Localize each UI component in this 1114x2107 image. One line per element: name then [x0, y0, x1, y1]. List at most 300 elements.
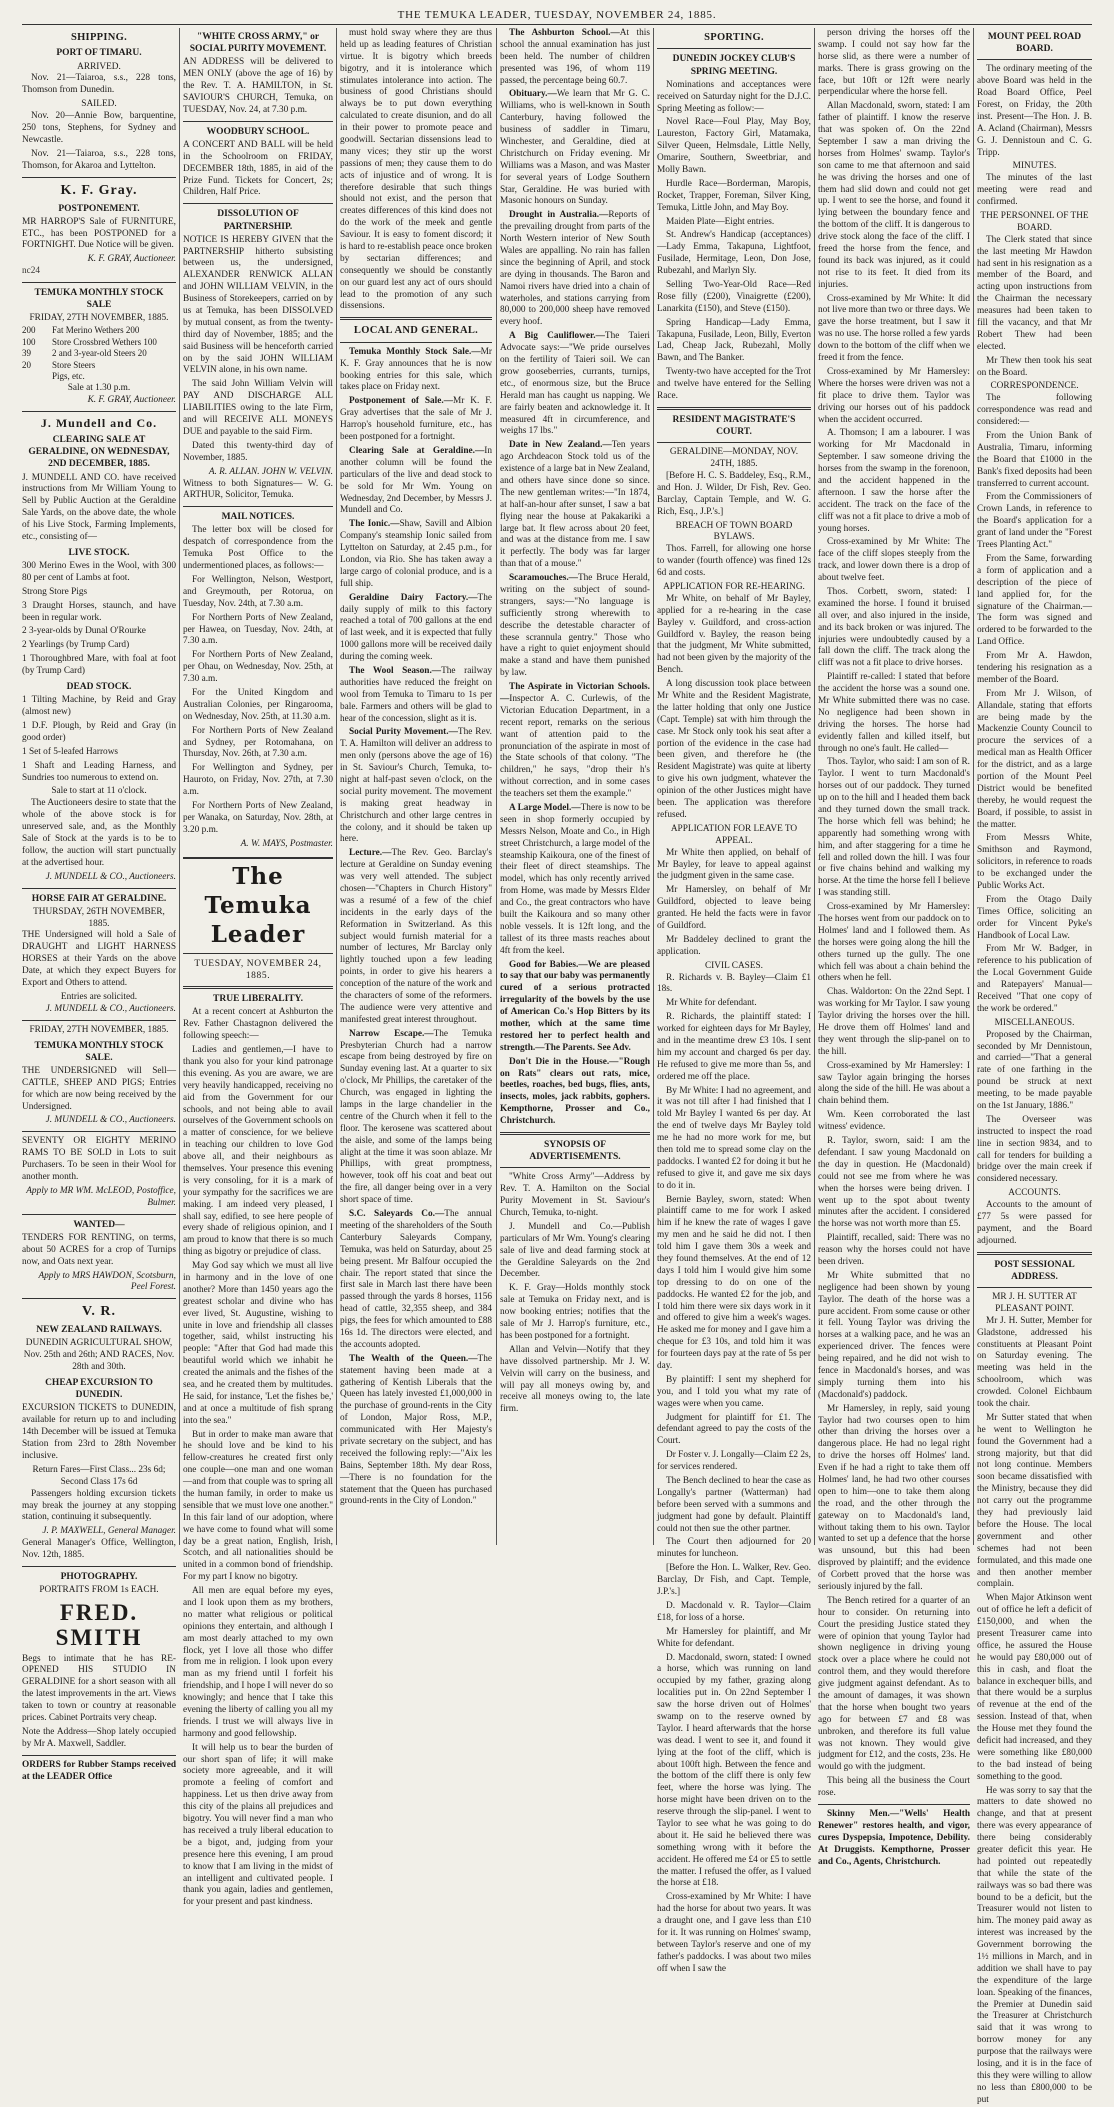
advert-item: Good for Babies.—We are pleased to say that our baby was permanently cured of a serious protracted irregularity of the bowels by the use of American Co.'s Hop Bitters by its mother, which at the same time restored her to perfect health and strength.—The Parents. See Adv.: [500, 959, 650, 1053]
clearing-sale-body: J. MUNDELL AND CO. have received instructions from Mr William Young to Sell by Public Auction at the Geraldine Sale Yards, on the above date, the whole of his Live Stock, Farming Implements, etc., consisting of—: [22, 472, 176, 542]
divider: [977, 1252, 1092, 1255]
divider: [22, 411, 176, 412]
advert-item: Skinny Men.—"Wells' Health Renewer" restores health, and vigor, cures Dyspepsia, Impotence, Debility. At Druggists. Kempthorne, Prosser and Co., Agents, Christchurch.: [818, 1809, 970, 1867]
harrop-notice: MR HARROP'S Sale of FURNITURE, ETC., has been POSTPONED for a FORTNIGHT. Due Notice will be given.: [22, 216, 176, 251]
auctioneer-signature: K. F. GRAY, Auctioneer.: [87, 394, 176, 405]
article-paragraph: Novel Race—Foul Play, May Boy, Laureston, Factory Girl, Matamaka, Silver Queen, Helmsdale, Little Nelly, Omarire, Southern, Sweetbriar, and Molly Bawn.: [657, 117, 811, 175]
divider: [657, 442, 811, 443]
item-lead: The Wealth of the Queen.—: [349, 1353, 478, 1364]
news-item: [340, 666, 492, 725]
divider: [183, 506, 333, 507]
column-6: [818, 28, 970, 1867]
news-item: [340, 347, 492, 395]
horse-fair-heading: HORSE FAIR AT GERALDINE.: [31, 893, 167, 904]
article-paragraph: Wm. Keen corroborated the last witness' evidence.: [818, 1110, 970, 1133]
sporting-heading: SPORTING.: [704, 32, 764, 43]
advert-item: Don't Die in the House.—"Rough on Rats" clears out rats, mice, beetles, roaches, bed bugs, flies, ants, insects, moles, jack rabbits, gophers. Kempthorne, Prosser and Co., Christchurch.: [500, 1056, 650, 1127]
article-paragraph: Mr White submitted that no negligence had been shown by young Taylor. The death of the horse was a pure accident. From some cause or other it fell. Young Taylor was driving the horses at a walking pace, and he was an experienced driver. The fences were being repaired, and he did not wish to fence in Macdonald's horses, and was simply turning them into his (Macdonald's) paddock.: [818, 1270, 970, 1400]
news-item: [340, 519, 492, 590]
article-paragraph: Plaintiff re-called: I stated that before the accident the horse was a sound one. Mr White submitted there was no case. No negligence had been shown in driving the horses. The horse had evidently fallen and killed itself, but through no one's fault. He called—: [818, 672, 970, 754]
article-paragraph: Mr White then applied, on behalf of Mr Bayley, for leave to appeal against the judgment given in the same case.: [657, 847, 811, 882]
article-paragraph: Mr Sutter stated that when he went to Wellington he found the Government had a strong majority, but that did not long continue. Members soon became dissatisfied with the Ministry, because they did not carry out the programme they had previously laid before the House. The local government and other schemes had not been formulated, and this made one and then another member complain.: [977, 1412, 1092, 1590]
divider: [818, 1804, 970, 1805]
item-text: There is now to be seen in shop formerly occupied by Messrs Nelson, Moate and Co., in High street Christchurch, a large model of the steamship Kaikoura, one of the finest of their fleet of direct steamships. The model, which has only recently arrived from Home, was made by Messrs Elder and Co., the great contractors who have built the Kaikoura and so many other noble vessels. It is 12ft long, and the tallest of its three masts reaches about 4ft from the keel.: [500, 803, 650, 956]
article-paragraph: A. Thomson; I am a labourer. I was working for Mr Macdonald in September. I saw someone driving the horses from the swamp in the forenoon, and the accident happened in the afternoon. I saw the horse after the accident. The track on the face of the cliff was not a fit place to drive a mob of young horses.: [818, 428, 970, 534]
column-rule: [973, 28, 974, 1545]
fares: Return Fares—First Class... 23s 6d; Second Class 17s 6d: [32, 1464, 166, 1487]
news-item: [500, 28, 650, 87]
mail-entry: For Wellington, Nelson, Westport, and Greymouth, per Rotorua, on Tuesday, Nov. 24th, at 7.30 a.m.: [183, 575, 333, 609]
item-lead: The Ashburton School.—: [509, 28, 620, 38]
news-item: [340, 1209, 492, 1352]
synopsis-item: J. Mundell and Co.—Publish particulars of Mr Wm. Young's clearing sale of live and dead farming stock at the Geraldine Saleyards on the 2nd December.: [500, 1221, 650, 1280]
wanted-contact: Apply to MRS HAWDON, Scotsburn, Peel Forest.: [38, 1270, 176, 1293]
article-paragraph: Cross-examined by Mr Hamersley: Where the horses were driven was not a fit place to drive them. Taylor was driving our horses out of his paddock when the accident occurred.: [818, 366, 970, 425]
item-text: Store Crossbred Wethers 100: [52, 336, 157, 347]
divider: [22, 1566, 176, 1567]
editorial-paragraph: All men are equal before my eyes, and I look upon them as my brothers, no matter what religious or political opinions they entertain, and although I am most dearly attached to my own flock, yet I love all those who differ from me in religion. I look upon every man as my friend until I forfeit his friendship, and I hope I will never do so knowingly; and hence that I take this evening the liberty of calling you all my friends. I trust we will always live in harmony and good fellowship.: [183, 1586, 333, 1739]
show-dates: DUNEDIN AGRICULTURAL SHOW, Nov. 25th and 26th; AND RACES, Nov. 28th and 30th.: [23, 1338, 175, 1373]
subheading: BREACH OF TOWN BOARD BYLAWS.: [675, 520, 793, 543]
stock-line: 2 3-year-olds by Dunal O'Rourke: [22, 626, 146, 637]
stock-sale-heading: TEMUKA MONTHLY STOCK SALE: [34, 288, 164, 311]
item-lead: Lecture.—: [349, 848, 392, 859]
column-2: [183, 28, 334, 1908]
advertiser-heading: K. F. Gray.: [60, 182, 138, 198]
news-item: [340, 396, 492, 444]
article-paragraph: From the Same, forwarding a form of application and a description of the piece of land applied for, for the signature of the Chairman.—The form was signed and ordered to be forwarded to the Land Office.: [977, 553, 1092, 648]
item-text: [22, 371, 52, 383]
army-body: AN ADDRESS will be delivered to MEN ONLY (above the age of 16) by the Rev. T. A. HAMILTON, in St. SAVIOUR'S CHURCH, Temuka, on TUESDAY, Nov. 24, at 7.30 p.m.: [183, 57, 333, 115]
item-lead: Drought in Australia.—: [509, 210, 609, 221]
mail-entry: For Wellington and Sydney, per Hauroto, on Friday, Nov. 27th, at 7.30 a.m.: [183, 763, 333, 798]
article-paragraph: Plaintiff, recalled, said: There was no reason why the horses could not have been driven.: [818, 1233, 970, 1267]
item-text: The Rev. T. A. Hamilton will deliver an address to men only (persons above the age of 16) in St. Saviour's Church, Temuka, to-night at half-past seven o'clock, on the social purity movement. The movement is making great headway in Christchurch and other large centres in the colony, and it should be taken up here.: [340, 727, 492, 845]
item-text: The Taieri Advocate says:—"We pride ourselves on the fertility of Taieri soil. We can grow gooseberries, currants, turnips, etc., of enormous size, but the Bruce Herald man has caught us napping. We are fairly beaten and acknowledge it. It measured 4ft in circumference, and weighs 17 lbs.": [500, 331, 651, 437]
divider: [340, 317, 492, 320]
article-paragraph: Mr White, on behalf of Mr Bayley, applied for a re-hearing in the case Bayley v. Guildford, and cross-action Guildford v. Bayley, the reason being that the judgment, Mr White submitted, had not been given by the majority of the Bench.: [657, 593, 811, 676]
item-text: Mr K. F. Gray advertises that the sale of Mr J. Harrop's household furniture, etc., has been postponed for a fortnight.: [340, 396, 492, 443]
divider: [22, 1755, 176, 1756]
mail-intro: The letter box will be closed for despatch of correspondence from the Temuka Post Office to the undermentioned places, as follows:—: [183, 525, 333, 572]
local-news-heading: LOCAL AND GENERAL.: [353, 325, 479, 337]
stock-line: [22, 371, 176, 383]
dissolution-body: The said John William Velvin will PAY AND DISCHARGE ALL LIABILITIES owing to the late Firm, and will RECEIVE ALL MONEYS DUE and payable to the said Firm.: [183, 379, 333, 437]
stock-line: Strong Store Pigs: [22, 586, 88, 597]
divider: [977, 59, 1092, 60]
divider: [183, 986, 333, 989]
portraits-line: PORTRAITS FROM 1s EACH.: [39, 1585, 159, 1596]
divider: [22, 1131, 176, 1132]
item-text: At this school the annual examination has just been held. The number of children presented was 196, of whom 119 passed, the percentage being 60.7.: [500, 28, 650, 86]
auctioneer-signature: J. MUNDELL & CO., Auctioneers.: [45, 1003, 176, 1014]
article-paragraph: Mr Hamersley for plaintiff, and Mr White for defendant.: [657, 1626, 811, 1649]
article-paragraph: D. Macdonald, sworn, stated: I owned a horse, which was running on land occupied by my father, grazing along localities put in. On 22nd September I saw the horse driven out of Holmes' swamp on to the reserve owned by Taylor. I heard afterwards that the horse was dead. I went to see it, and found it lying at the foot of the cliff, which is about 100ft high. Between the fence and the bottom of the cliff there is only few feet, where the horse was lying. The horse might have been driven on to the reserve through the slip-panel. I went to Taylor to see what he was going to do about it. He said he believed there was something wrong with it before the accident. He offered me £4 or £5 to settle the matter. I refused the offer, as I valued the horse at £18.: [657, 1652, 811, 1889]
article-paragraph: Thos. Taylor, who said: I am son of R. Taylor. I went to turn Macdonald's horses out of our paddock. They turned up on to the hill and I headed them back and they turned down the small track. The horse which fell was behind; he apparently had something wrong with him, and after staggering for a time he fell and rolled down the hill. I was four or five chains behind and walking my horse. At the time the horse fell I believe I was standing still.: [818, 757, 970, 899]
item-lead: S.C. Saleyards Co.—: [349, 1209, 445, 1220]
news-item: [500, 440, 650, 571]
item-text: 200: [22, 325, 36, 336]
item-text: 2 and 3-year-old Steers 20: [52, 348, 147, 359]
item-lead: Scaramouches.—: [509, 573, 578, 584]
item-text: Inspector A. C. Curlewis, of the Victorian Education Department, in a recent report, remarks on the serious want of attention paid to the pronunciation of the aspirate in most of the State schools of that colony. "The children," he says, "drop their h's without correction, and in some cases the teachers set them the example.": [500, 693, 650, 800]
news-item: [500, 682, 650, 801]
horse-fair-body: THE Undersigned will hold a Sale of DRAUGHT and LIGHT HARNESS HORSES at their Yards on the above Date, at which they expect Buyers for Export and Others to attend.: [22, 930, 176, 989]
mail-entry: For Northern Ports of New Zealand, per Wanaka, on Saturday, Nov. 28th, at 3.20 p.m.: [183, 801, 333, 835]
manager-signature: J. P. MAXWELL, General Manager.: [42, 1526, 176, 1537]
article-paragraph: From Messrs White, Smithson and Raymond, solicitors, in reference to roads to be exchanged under the Public Works Act.: [977, 833, 1092, 891]
rubber-stamps-advert: ORDERS for Rubber Stamps received at the LEADER Office: [22, 1759, 176, 1782]
editorial-paragraph: At a recent concert at Ashburton the Rev. Father Chastagnon delivered the following speech:—: [183, 1007, 333, 1042]
photographer-name: FRED. SMITH: [55, 1600, 143, 1651]
article-paragraph: He was sorry to say that the matters to date showed no change, and that at present there was every appearance of there being considerably greater deficit this year. He had pointed out repeatedly that while the state of the railways was so bad there was bound to be a deficit, but the Treasurer would not listen to him. The money paid away as interest was increased by the Government borrowing the 1½ millions in March, and in addition we shall have to pay the expenditure of the large loan. Speaking of the finances, the Premier at Dunedin said the Treasurer at Christchurch said that it was wrong to borrow money for any purpose that the railways were losing, and it is in the face of this they were willing to allow no less than £800,000 to be put: [977, 1785, 1092, 2105]
dissolution-heading: DISSOLUTION OF PARTNERSHIP.: [217, 209, 299, 232]
article-paragraph: R. Taylor, sworn, said: I am the defendant. I saw young Macdonald on the day in question. He (Macdonald) could not see me from where he was when the horses were being driven. I went up to the spot about twenty minutes after the accident. I considered the horse was not worth more than £5.: [818, 1136, 970, 1230]
item-lead: A Large Model.—: [509, 803, 581, 813]
article-paragraph: From the Union Bank of Australia, Timaru, informing the Board that £1000 in the Bank's fixed deposits had been transferred to current account.: [977, 431, 1092, 489]
item-lead: Geraldine Dairy Factory.—: [349, 592, 478, 603]
clearing-sale-heading: CLEARING SALE AT GERALDINE, ON WEDNESDAY, 2ND DECEMBER, 1885.: [28, 435, 170, 470]
item-text: Ten years ago Archdeacon Stock told us of the existence of a large bat in New Zealand, and others have since done so since. The new gentleman writes:—"In 1874, at half-an-hour after sunset, I saw a bat flying near the house at Pakakariki a large bat. It flew across about 20 feet, and was at the distance from me. I saw it perfectly. The body was far larger than that of a mouse.": [500, 440, 650, 570]
subheading: ACCOUNTS.: [1008, 1188, 1061, 1199]
stock-line: [22, 337, 176, 349]
column-1: [22, 28, 176, 1782]
witness: Witness to both Signatures— W. G. ARTHUR, Solicitor, Temuka.: [183, 478, 333, 501]
article-paragraph: Cross-examined by Mr White: The face of the cliff slopes steeply from the track, and lower down there is a drop of about twelve feet.: [818, 537, 970, 584]
item-lead: Temuka Monthly Stock Sale.—: [349, 346, 481, 357]
divider: [500, 1167, 650, 1168]
item-lead: Date in New Zealand.—: [509, 440, 612, 451]
article-paragraph: By plaintiff: I sent my shepherd for you, and I told you what my rate of wages were when you came.: [657, 1374, 811, 1409]
stock-line: [22, 360, 176, 372]
article-paragraph: Proposed by the Chairman, seconded by Mr Dennistoun, and carried—"That a general rate of one farthing in the pound be struck at next meeting, to be made payable on the 1st January, 1886.": [977, 1029, 1092, 1112]
item-lead: The Aspirate in Victorian Schools.—: [500, 682, 650, 704]
sale-time: Sale to start at 11 o'clock.: [51, 786, 147, 797]
subheading: APPLICATION FOR LEAVE TO APPEAL.: [670, 823, 798, 846]
partner-signatures: A. R. ALLAN. JOHN W. VELVIN.: [208, 466, 333, 477]
column-3: [340, 28, 492, 1546]
article-paragraph: The minutes of the last meeting were read and confirmed.: [977, 173, 1092, 208]
article-paragraph: A long discussion took place between Mr White and the Resident Magistrate, the latter holding that only one Justice (Capt. Temple) sat with him through the case. Mr Stock only took his seat after a portion of the evidence in the case had been given, and therefore he (the Resident Magistrate) was quite at liberty to give his own judgment, whatever the opinion of the other Justices might have been. The application was therefore refused.: [657, 679, 811, 820]
article-paragraph: Mr Hamersley, on behalf of Mr Guildford, objected to leave being granted. He held the facts were in favor of Guildford.: [657, 885, 811, 931]
mail-entry: For Northern Ports of New Zealand and Sydney, per Rotomahana, on Thursday, Nov. 26th, at 7.30 a.m.: [183, 725, 333, 760]
court-heading: RESIDENT MAGISTRATE'S COURT.: [672, 414, 796, 438]
editorial-paragraph: May God say which we must all live in harmony and in the love of one another? More than 1450 years ago the greatest scholar and divine who has ever lived, St. Augustine, wishing to unite in love and friendship all classes together, said, whilst instructing his people: "After that God had made this beautiful world which we inhabit he created the animals and the fishes of the sea, and he created them by multitudes. He said, for instance, 'Let the fishes be,' and at once a multitude of fish sprang into the sea.": [183, 1261, 333, 1426]
mail-heading: MAIL NOTICES.: [221, 512, 295, 523]
sailing-entry: Nov. 21—Taiaroa, s.s., 228 tons, Thomson, for Akaroa and Lyttelton.: [22, 148, 176, 171]
stock-line: [22, 348, 176, 360]
masthead: [183, 857, 333, 954]
stock-line: 1 D.F. Plough, by Reid and Gray (in good order): [22, 720, 176, 743]
news-item: [340, 446, 492, 517]
divider: [977, 1287, 1092, 1288]
item-text: Pigs, etc.: [52, 371, 85, 382]
article-paragraph: Judgment for plaintiff for £1. The defendant agreed to pay the costs of the Court.: [657, 1412, 811, 1447]
article-paragraph: Mr White for defendant.: [666, 998, 757, 1009]
woodbury-body: A CONCERT AND BALL will be held in the Schoolroom on FRIDAY, DECEMBER 18th, 1885, in aid of the Prize Fund. Tickets for Concert, 2s; Children, Half Price.: [183, 139, 333, 198]
header-rule: [22, 24, 1092, 25]
divider: [22, 1298, 176, 1299]
excursion-heading: CHEAP EXCURSION TO DUNEDIN.: [45, 1378, 153, 1401]
divider: [22, 1214, 176, 1215]
column-rule: [496, 28, 497, 1545]
column-rule: [336, 28, 337, 1545]
article-paragraph: The ordinary meeting of the above Board was held in the Road Board Office, Peel Forest, on Friday, the 20th inst. Present—The Hon. J. B. A. Acland (Chairman), Messrs G. J. Dennistoun and C. G. Tripp.: [977, 64, 1092, 158]
news-item: [340, 593, 492, 664]
divider: [22, 282, 176, 283]
mail-entry: For the United Kingdom and Australian Colonies, per Ringarooma, on Wednesday, Nov. 25th, at 11.30 a.m.: [183, 688, 333, 722]
item-text: Reports of the prevailing drought from parts of the North Western interior of New South Wales are appalling. No rain has fallen since the beginning of April, and stock are dying in thousands. The Baron and Namoi rivers have dried into a chain of waterholes, and stations carrying from 80,000 to 200,000 sheep have removed every hoof.: [500, 210, 650, 328]
item-lead: Postponement of Sale.—: [349, 396, 454, 407]
item-lead: Narrow Escape.—: [349, 1028, 434, 1039]
arrived-label: ARRIVED.: [77, 61, 121, 72]
divider: [657, 48, 811, 49]
rams-advert: SEVENTY OR EIGHTY MERINO RAMS TO BE SOLD in Lots to suit Purchasers. To be seen in their Wool for another month.: [22, 1136, 176, 1183]
item-text: We learn that Mr G. C. Williams, who is well-known in South Canterbury, having followed the business of saddler in Timaru, Winchester, and Geraldine, died at Christchurch on Friday evening. Mr Williams was a Mason, and was Master for several years of Lodge Southern Star, Geraldine. He was buried with Masonic honours on Sunday.: [500, 89, 650, 207]
item-text: 39: [22, 348, 31, 359]
item-lead: Social Purity Movement.—: [349, 727, 458, 738]
article-paragraph: This being all the business the Court rose.: [818, 1776, 970, 1799]
stock-line: 300 Merino Ewes in the Wool, with 300 80 per cent of Lambs at foot.: [22, 561, 176, 583]
masthead-title: The Temuka Leader: [204, 862, 312, 949]
news-item: [500, 210, 650, 329]
article-paragraph: Spring Handicap—Lady Emma, Takapuna, Fusilade, Leon, Billy, Everton Lad, Cheap Jack, Rubezahl, Molly Bawn, and The Banker.: [657, 317, 811, 364]
stock-line: 1 Thoroughbred Mare, with foal at foot (by Trump Card): [22, 654, 176, 677]
article-paragraph: Accounts to the amount of £77 5s were passed for payment, and the Board adjourned.: [977, 1200, 1092, 1246]
article-paragraph: [Before the Hon. L. Walker, Rev. Geo. Barclay, Dr Fish, and Capt. Temple, J.P.'s.]: [657, 1563, 811, 1598]
article-paragraph: From Mr W. Badger, in reference to his publication of the Local Government Guide and Ratepayers' Manual—Received "That one copy of the work be ordered.": [977, 944, 1092, 1014]
news-item: [500, 573, 650, 680]
item-text: The annual meeting of the shareholders of the South Canterbury Saleyards Company, Temuka, was held on Saturday, about 25 being present. Mr Balfour occupied the chair. The report stated that since the first sale in March last there have been passed through the yards 8 horses, 1156 head of cattle, 32,355 sheep, and 384 pigs, the fees for which amounted to £88 16s 1d. The directors were elected, and the accounts adopted.: [340, 1209, 493, 1350]
stock-line: 1 Set of 5-leafed Harrows: [22, 746, 119, 757]
item-text: The statement having been made at a gathering of Kentish Liberals that the Queen has lately invested £1,000,000 in the purchase of ground-rents in the City of London, Major Ross, M.P., communicated with Her Majesty's private secretary on the subject, and has received the following reply:—"Aix les Bains, September 18th. My dear Ross,—There is no foundation for the statement that the Queen has purchased ground-rents in the City of London.": [340, 1353, 492, 1507]
item-lead: The Wool Season.—: [349, 665, 442, 676]
article-paragraph: Cross-examined by Mr White: I have had the horse for about two years. It was a draught one, and I gave less than £10 for it. It was running on Holmes' swamp, between Taylor's reserve and one of my father's paddocks. I was about two miles off when I saw the: [657, 1892, 811, 1974]
stock-line: 1 Tilting Machine, by Reid and Gray (almost new): [22, 695, 176, 718]
article-paragraph: R. Richards v. B. Bayley—Claim £1 18s.: [657, 972, 811, 995]
synopsis-heading: SYNOPSIS OF ADVERTISEMENTS.: [529, 1140, 621, 1163]
photography-heading: PHOTOGRAPHY.: [60, 1571, 138, 1582]
advertiser-heading: J. Mundell and Co.: [40, 415, 158, 430]
item-text: 100: [22, 336, 36, 347]
advert-ref: nc24: [22, 266, 41, 277]
column-4: [500, 28, 650, 1546]
article-paragraph: The following correspondence was read and considered:—: [977, 393, 1092, 428]
news-item: [340, 1354, 492, 1509]
item-text: In another column will be found the particulars of the live and dead stock to be sold for Mr Wm. Young on Wednesday, 2nd December, by Messrs J. Mundell and Co.: [340, 445, 492, 516]
stock-line: [22, 325, 176, 337]
mail-entry: For Northern Ports of New Zealand, per Ohau, on Wednesday, Nov. 25th, at 7.30 a.m.: [183, 650, 333, 685]
article-paragraph: Selling Two-Year-Old Race—Red Rose filly (£200), Vinaigrette (£200), Lanarkita (£150), and Steve (£150).: [657, 280, 811, 314]
studio-body: Begs to intimate that he has RE-OPENED HIS STUDIO IN GERALDINE for a short season with all the latest improvements in the art. Views taken to town or country at reasonable prices. Cabinet Portraits very cheap.: [22, 1653, 176, 1724]
editorial-heading: TRUE LIBERALITY.: [213, 994, 303, 1005]
auctioneer-signature: J. MUNDELL & CO., Auctioneers.: [45, 871, 176, 882]
article-paragraph: The Clerk stated that since the last meeting Mr Hawdon had sent in his resignation as a member of the Board, and acting upon instructions from the Chairman the necessary measures had been taken to fill the vacancy, and that Mr Robert Thew had been elected.: [977, 234, 1092, 352]
address-heading: POST SESSIONAL ADDRESS.: [994, 1259, 1075, 1282]
article-paragraph: When Major Atkinson went out of office he left a deficit of £150,000, and when the present Treasurer came into office, he assured the House he would pay £80,000 out of this in cash, and float the balance in exchequer bills, and that there would be a surplus of revenue at the end of the session. Instead of that, when the House met they found the deficit had increased, and they were something like £80,000 to the bad instead of being something to the good.: [977, 1593, 1092, 1782]
editorial-paragraph: But in order to make man aware that he should love and be kind to his fellow-creatures he created first only one couple—one man and one woman—and from that couple was to spring all the human family, in order to make us sensible that we must love one another." In this fair land of our adoption, where we have come to found what will some day be a great nation, English, Irish, Scotch, and all nationalities should be united in a common bond of friendship. For my part I know no bigotry.: [183, 1429, 334, 1583]
auctioneer-signature: J. MUNDELL & CO., Auctioneers.: [45, 1115, 176, 1126]
divider: [340, 342, 492, 343]
article-paragraph: Chas. Waldorton: On the 22nd Sept. I was working for Mr Taylor. I saw young Taylor driving the horses over the hill. He drove them off Holmes' land and they went through the slip-panel on to the hill.: [818, 987, 970, 1057]
divider: [22, 888, 176, 889]
article-paragraph: Mr Thew then took his seat on the Board.: [977, 355, 1092, 378]
stock-sale-body: THE UNDERSIGNED will Sell—CATTLE, SHEEP AND PIGS; Entries for which are now being received by the Undersigned.: [22, 1065, 176, 1112]
postmaster-signature: A. W. MAYS, Postmaster.: [240, 838, 333, 849]
excursion-body: EXCURSION TICKETS to DUNEDIN, available for return up to and including 14th December will be issued at Temuka Station from 23rd to 28th November inclusive.: [22, 1403, 176, 1461]
port-heading: PORT OF TIMARU.: [56, 48, 142, 59]
dead-stock-heading: DEAD STOCK.: [66, 682, 132, 693]
item-text: 20: [22, 359, 31, 370]
railways-heading: NEW ZEALAND RAILWAYS.: [36, 1325, 162, 1336]
rams-contact: Apply to MR WM. McLEOD, Postoffice, Bulmer.: [26, 1185, 176, 1208]
wanted-body: TENDERS FOR RENTING, on terms, about 50 ACRES for a crop of Turnips now, and Oats next year.: [22, 1232, 176, 1267]
column-rule: [179, 28, 180, 1545]
item-lead: Obituary.—: [509, 89, 557, 100]
article-paragraph: St. Andrew's Handicap (acceptances)—Lady Emma, Takapuna, Lightfoot, Fusilade, Hermitage, Leon, Don Jose, Rubezahl, and Marlyn Sly.: [657, 230, 811, 277]
article-paragraph: Mr Hamersley, in reply, said young Taylor had two courses open to him other than driving the horses over a dangerous place. He had no legal right to drive the horses off Holmes' land. Even if he had a right to take them off Holmes' land, he had two other courses open to him—one to take them along the road, and the other through the gateway on to Macdonald's land, without taking them to his own. Taylor wanted to set up a defence that the horse was unsound, but this had been disproved by plaintiff; and the evidence of Corbett proved that the horse was seriously injured by the fall.: [818, 1403, 970, 1592]
army-heading: "WHITE CROSS ARMY," or SOCIAL PURITY MOVEMENT.: [189, 32, 327, 55]
auctioneer-note: The Auctioneers desire to state that the whole of the above stock is for unreserved sale, and, as the Monthly Sale of Stock at the yards is to be to follow, the auction will start punctually at the advertised hour.: [22, 798, 176, 868]
article-paragraph: Maiden Plate—Eight entries.: [666, 216, 775, 227]
news-item: [340, 1029, 492, 1207]
article-paragraph: Thos. Farrell, for allowing one horse to wander (fourth offence) was fined 12s 6d and costs.: [657, 544, 811, 579]
editorial-paragraph: must hold sway where they are thus held up as leading features of Christian virtue. It is bigotry which breeds bigotry, and it is intolerance which stimulates intolerance into action. The business of good Christians should always be to put down everything calculated to create disunion, and do all in their power to promote peace and goodwill. Sectarian dissensions lead to many vices; they stir up the worst passions of men; they cause them to do acts of injustice and of wrong. It is therefore desirable that such things should not exist, and the person that creates differences of this kind does not do the work of the meek and gentle Saviour. It is easy to foment discord; it is hard to re-establish peace once broken by sectarian differences; and consequently we should be constantly on our guard lest any act of ours should lead to the promotion of any such dissensions.: [340, 28, 492, 312]
article-paragraph: Mr J. H. Sutter, Member for Gladstone, addressed his constituents at Pleasant Point on Saturday evening. The meeting was held in the schoolroom, which was crowded. Colonel Eichbaum took the chair.: [977, 1315, 1092, 1410]
running-head: THE TEMUKA LEADER, TUESDAY, NOVEMBER 24, 1885.: [397, 9, 717, 21]
article-paragraph: The Bench declined to hear the case as Longally's partner (Watterman) had before been served with a summons and judgment had gone by default. Plaintiff could not then sue the other partner.: [657, 1476, 811, 1534]
divider: [22, 1020, 176, 1021]
news-item: [500, 89, 650, 208]
road-board-heading: MOUNT PEEL ROAD BOARD.: [987, 32, 1082, 55]
article-paragraph: From Mr J. Wilson, of Allandale, stating that efforts are being made by the Mackenzie County Council to procure the services of a medical man as Health Officer for the district, and as a large portion of the Mount Peel District would be benefited thereby, he would request the Board, if possible, to assist in the matter.: [977, 688, 1092, 830]
dissolution-body: NOTICE IS HEREBY GIVEN that the PARTNERSHIP hitherto subsisting between us, the undersigned, ALEXANDER RENWICK ALLAN and JOHN WILLIAM VELVIN, in the Business of Storekeepers, carried on by us at Temuka, has been DISSOLVED by mutual consent, as from the twenty-third day of November, 1885; and the said Business will be henceforth carried on by the said JOHN WILLIAM VELVIN alone, in his own name.: [183, 234, 333, 376]
article-paragraph: Cross-examined by Mr Hamersley: The horses went from our paddock on to Holmes' land and I followed them. As the horses were going along the hill the others turned up the gully. The one which fell was about a chain behind the others when he fell.: [818, 902, 970, 984]
article-paragraph: R. Richards, the plaintiff stated: I worked for eighteen days for Mr Bayley, and in the meantime drew £3 10s. I sent him my account and charged 6s per day. He refused to give me more than 5s, and ordered me off the place.: [657, 1012, 811, 1082]
article-paragraph: Cross-examined by Mr White: It did not live more than two or three days. We gave the horse treatment, but I saw it was no use. The horse rolled a few yards down to the bottom of the cliff when we freed it from the fence.: [818, 293, 970, 364]
item-lead: A Big Cauliflower.—: [509, 331, 605, 342]
sailed-label: SAILED.: [81, 99, 117, 110]
article-paragraph: D. Macdonald v. R. Taylor—Claim £18, for loss of a horse.: [657, 1600, 811, 1623]
royal-cipher: V. R.: [82, 1304, 116, 1320]
woodbury-heading: WOODBURY SCHOOL.: [206, 126, 310, 137]
item-text: Store Steers: [52, 359, 96, 370]
news-item: [340, 848, 492, 1026]
article-paragraph: Dr Foster v. J. Longally—Claim £2 2s, for services rendered.: [657, 1450, 811, 1473]
horse-fair-date: THURSDAY, 26TH NOVEMBER, 1885.: [33, 906, 165, 929]
studio-address: Note the Address—Shop lately occupied by Mr A. Maxwell, Saddler.: [22, 1726, 176, 1749]
article-paragraph: From Mr A. Hawdon, tendering his resignation as a member of the Board.: [977, 651, 1092, 685]
article-paragraph: The Overseer was instructed to inspect the road line in section 9834, and to call for tenders for building a bridge over the main creek if considered necessary.: [977, 1114, 1092, 1185]
dissolution-dated: Dated this twenty-third day of November, 1885.: [183, 440, 333, 463]
subheading: CIVIL CASES.: [704, 960, 764, 971]
divider: [22, 177, 176, 178]
article-paragraph: Nominations and acceptances were received on Saturday night for the D.J.C. Spring Meeting as follow:—: [657, 79, 811, 114]
item-text: Mr K. F. Gray announces that he is now booking entries for this sale, which takes place on Friday next.: [340, 346, 492, 393]
article-paragraph: From the Otago Daily Times Office, soliciting an order for Vincent Pyke's Handbook of Local Law.: [977, 894, 1092, 941]
item-text: The Bruce Herald, writing on the subject of sound-strangers, says:—"No language is sufficiently strong wherewith to describe the detestable character of these scrannula gentry." Those who have a right to quiet enjoyment should make a stand and have them punished by law.: [500, 573, 650, 679]
news-item: [340, 727, 492, 846]
article-paragraph: Twenty-two have accepted for the Trot and twelve have entered for the Selling Race.: [657, 367, 811, 402]
synopsis-item: K. F. Gray—Holds monthly stock sale at Temuka on Friday next, and is now booking entries; notifies that the sale of Mr J. Harrop's furniture, etc., has been postponed for a fortnight.: [500, 1283, 650, 1341]
issue-dateline: TUESDAY, NOVEMBER 24, 1885.: [194, 958, 322, 982]
subheading: THE PERSONNEL OF THE BOARD.: [980, 211, 1089, 233]
court-date: GERALDINE—MONDAY, NOV. 24TH, 1885.: [669, 447, 799, 470]
article-paragraph: Allan Macdonald, sworn, stated: I am father of plaintiff. I know the reserve that was spoken of. On the 22nd September I saw a man driving the horses from Holmes' swamp. Taylor's son came to me that afternoon and said he was driving the horses and one of them had slid down and could not get up. I went to see the horse, and found it lying between the boundary fence and the bottom of the cliff. It is dangerous to drive stock along the face of the cliff. I freed the horse from the fence, and found its back was injured, as it could not rise to its feet. It died from its injuries.: [818, 101, 970, 290]
sale-date: FRIDAY, 27TH NOVEMBER, 1885.: [29, 1024, 169, 1035]
divider: [183, 121, 333, 122]
entries-note: Entries are solicited.: [60, 991, 138, 1002]
auctioneer-signature: K. F. GRAY, Auctioneer.: [87, 254, 176, 265]
column-5: [657, 28, 811, 1974]
stock-line: 2 Yearlings (by Trump Card): [22, 640, 130, 651]
news-item: [500, 803, 650, 958]
office-dateline: General Manager's Office, Wellington, Nov. 12th, 1885.: [22, 1538, 176, 1561]
news-item: [500, 331, 650, 438]
passenger-note: Passengers holding excursion tickets may break the journey at any stopping station, continuing it subsequently.: [22, 1488, 176, 1523]
arrival-entry: Nov. 21—Taiaroa, s.s., 228 tons, Thomson from Dunedin.: [22, 73, 176, 96]
postponement-heading: POSTPONEMENT.: [58, 203, 140, 214]
mail-entry: For Northern Ports of New Zealand, per Hawea, on Tuesday, Nov. 24th, at 7.30 a.m.: [183, 612, 333, 647]
divider: [183, 203, 333, 204]
stock-sale-heading: TEMUKA MONTHLY STOCK SALE.: [34, 1040, 164, 1063]
divider: [500, 1132, 650, 1135]
item-text: Fat Merino Wethers 200: [52, 325, 140, 336]
article-paragraph: Thos. Corbett, sworn, stated: I examined the horse. I found it bruised all over, and also injured in the inside, and its back broken or was injured. The injuries were undoubtedly caused by a fall down the cliff. The track along the cliff was not a fit place to drive horses.: [818, 586, 970, 669]
article-paragraph: The Bench retired for a quarter of an hour to consider. On returning into Court the presiding Justice stated they were of opinion that young Taylor had shown negligence in driving young stock over a place where he could not control them, and they would therefore give judgment against defendant. As to the amount of damages, it was shown that the horse when bought two years ago for between £7 and £8 was unbroken, and therefore its full value was not known. They would give judgment for £12, and the costs, 23s. He would go with the judgment.: [818, 1595, 970, 1773]
article-paragraph: Mr Baddeley declined to grant the application.: [657, 934, 811, 957]
stock-line: 3 Draught Horses, staunch, and have been in regular work.: [22, 600, 176, 623]
column-7: [977, 28, 1092, 2105]
article-paragraph: Hurdle Race—Borderman, Maropis, Rocket, Trapper, Foreman, Silver King, Temuka, Little John, and May Boy.: [657, 178, 811, 213]
item-text: The Temuka Presbyterian Church had a narrow escape from being destroyed by fire on Sunday evening last. At a quarter to six o'clock, Mr Phillips, the caretaker of the Church, was engaged in lighting the lamps in the large chandelier in the centre of the Church when it fell to the floor. The kerosene was scattered about the aisle, and some of the lamps being alight at the time it was soon ablaze. Mr Phillips, with great promptness, however, took off his coat and beat out the fire, all danger being over in a very short space of time.: [340, 1028, 492, 1206]
column-rule: [653, 28, 654, 1545]
jockey-club-heading: DUNEDIN JOCKEY CLUB'S SPRING MEETING.: [672, 54, 796, 77]
address-subheading: MR J. H. SUTTER AT PLEASANT POINT.: [992, 1292, 1077, 1314]
article-paragraph: Bernie Bayley, sworn, stated: When plaintiff came to me for work I asked him if he knew the rate of wages I gave my men and he said he did not. I then told him I gave them 30s a week and they found themselves. At the end of 12 days I told him I would give him some top dressing to do on one of the paddocks. He wanted £2 for the job, and I told him there were six days work in it and offered to give him a week's wages. He asked me for money and I gave him a cheque for £3 10s, and told him it was for fourteen days pay at the rate of 5s per day.: [657, 1194, 811, 1372]
article-paragraph: The Court then adjourned for 20 minutes for luncheon.: [657, 1537, 811, 1560]
item-lead: Clearing Sale at Geraldine.—: [349, 445, 485, 456]
subheading: CORRESPONDENCE.: [990, 381, 1079, 392]
divider: [657, 407, 811, 410]
subheading: MISCELLANEOUS.: [994, 1017, 1075, 1028]
synopsis-item: "White Cross Army"—Address by Rev. T. A. Hamilton on the Social Purity Movement in St. Saviour's Church, Temuka, to-night.: [500, 1172, 650, 1219]
live-stock-heading: LIVE STOCK.: [68, 547, 130, 558]
item-text: The railway authorities have reduced the freight on wool from Temuka to Timaru to 1s per bale. Farmers and others will be glad to hear of the concession, slight as it is.: [340, 665, 492, 724]
wanted-heading: WANTED—: [73, 1219, 125, 1230]
subheading: APPLICATION FOR RE-HEARING.: [663, 582, 805, 593]
shipping-heading: SHIPPING.: [70, 32, 128, 43]
stock-line: 1 Shaft and Leading Harness, and Sundries too numerous to extend on.: [22, 760, 176, 783]
article-paragraph: From the Commissioners of Crown Lands, in reference to the Board's application for a grant of land under the "Forest Trees Planting Act.": [977, 492, 1092, 551]
stock-sale-date: FRIDAY, 27TH NOVEMBER, 1885.: [29, 313, 169, 324]
editorial-paragraph: Ladies and gentlemen,—I have to thank you also for your kind patronage this evening. As you are aware, we are very heavily handicapped, receiving no aid from the Government for our schools, and not being able to avail ourselves of the Government schools on a matter of conscience, for we believe in teaching our children to love God above all, and their neighbours as themselves. Your presence this evening is very consoling, for it is a mark of your sympathy for the sacrifices we are making. I am indeed very pleased, I shall say, edified, to see here people of every shade of religious opinion, and I am proud to know that there is so much thing as bigotry or prejudice of class.: [183, 1045, 333, 1258]
sailing-entry: Nov. 20—Annie Bow, barquentine, 250 tons, Stephens, for Sydney and Newcastle.: [22, 111, 176, 145]
item-text: Shaw, Savill and Albion Company's steamship Ionic sailed from Lyttelton on Saturday, at 2.45 p.m., for London, via Rio. She has taken away a large cargo of colonial produce, and is a full ship.: [340, 519, 492, 589]
item-text: The Rev. Geo. Barclay's lecture at Geraldine on Sunday evening was very well attended. The subject chosen—"Chapters in Church History" was a resumé of a few of the chief incidents in the early days of the Reformation in Switzerland. As this subject would furnish material for a number of lectures, Mr Barclay only lightly touched upon a few leading points, in order to give his hearers a conception of the nature of the work and the characters of some of the reformers. The audience were very attentive and manifested great interest throughout.: [340, 848, 492, 1025]
article-paragraph: By Mr White: I had no agreement, and it was not till after I had finished that I told Mr Bayley I wanted 6s per day. At the end of twelve days Mr Bayley told me he had no more work for me, but then told me to spread some clay on the paddocks. I wanted £2 for doing it but he refused to give it, and gave me six days to do it in.: [657, 1085, 811, 1191]
article-paragraph: person driving the horses off the swamp. I could not say how far the horse slid, as there were a number of marks. There is grass growing on the face, but 10ft or 12ft were nearly perpendicular where the horse fell.: [818, 28, 970, 98]
subheading: MINUTES.: [1012, 161, 1057, 172]
item-lead: The Ionic.—: [349, 519, 400, 530]
column-rule: [814, 28, 815, 1545]
synopsis-item: Allan and Velvin—Notify that they have dissolved partnership. Mr J. W. Velvin will carry on the business, and will pay all moneys owing by, and receive all moneys owing to, the late firm.: [500, 1344, 650, 1415]
court-bench: [Before H. C. S. Baddeley, Esq., R.M., and Hon. J. Wilder, Dr Fish, Rev. Geo. Barclay, Captain Temple, and W. G. Rich, Esq., J.P.'s.]: [657, 471, 811, 517]
sale-time: Sale at 1.30 p.m.: [67, 382, 131, 393]
article-paragraph: Cross-examined by Mr Hamersley: I saw Taylor again bringing the horses along the side of the hill. He was about a chain behind them.: [818, 1060, 970, 1107]
editorial-paragraph: It will help us to bear the burden of our short span of life; it will make society more agreeable, and it will promote a feeling of comfort and happiness. Let us then drive away from this city of the plains all prejudices and bigotry. You will never find a man who has received a truly liberal education to be a bigot, and, judging from your presence here this evening, I am proud to know that I am living in the midst of an intelligent and cultivated people. I thank you again, ladies and gentlemen, for your present and past kindness.: [183, 1742, 333, 1908]
item-text: The daily supply of milk to this factory reached a total of 700 gallons at the end of last week, and it is expected that fully 1000 gallons more will be received daily during the coming week.: [340, 592, 492, 663]
